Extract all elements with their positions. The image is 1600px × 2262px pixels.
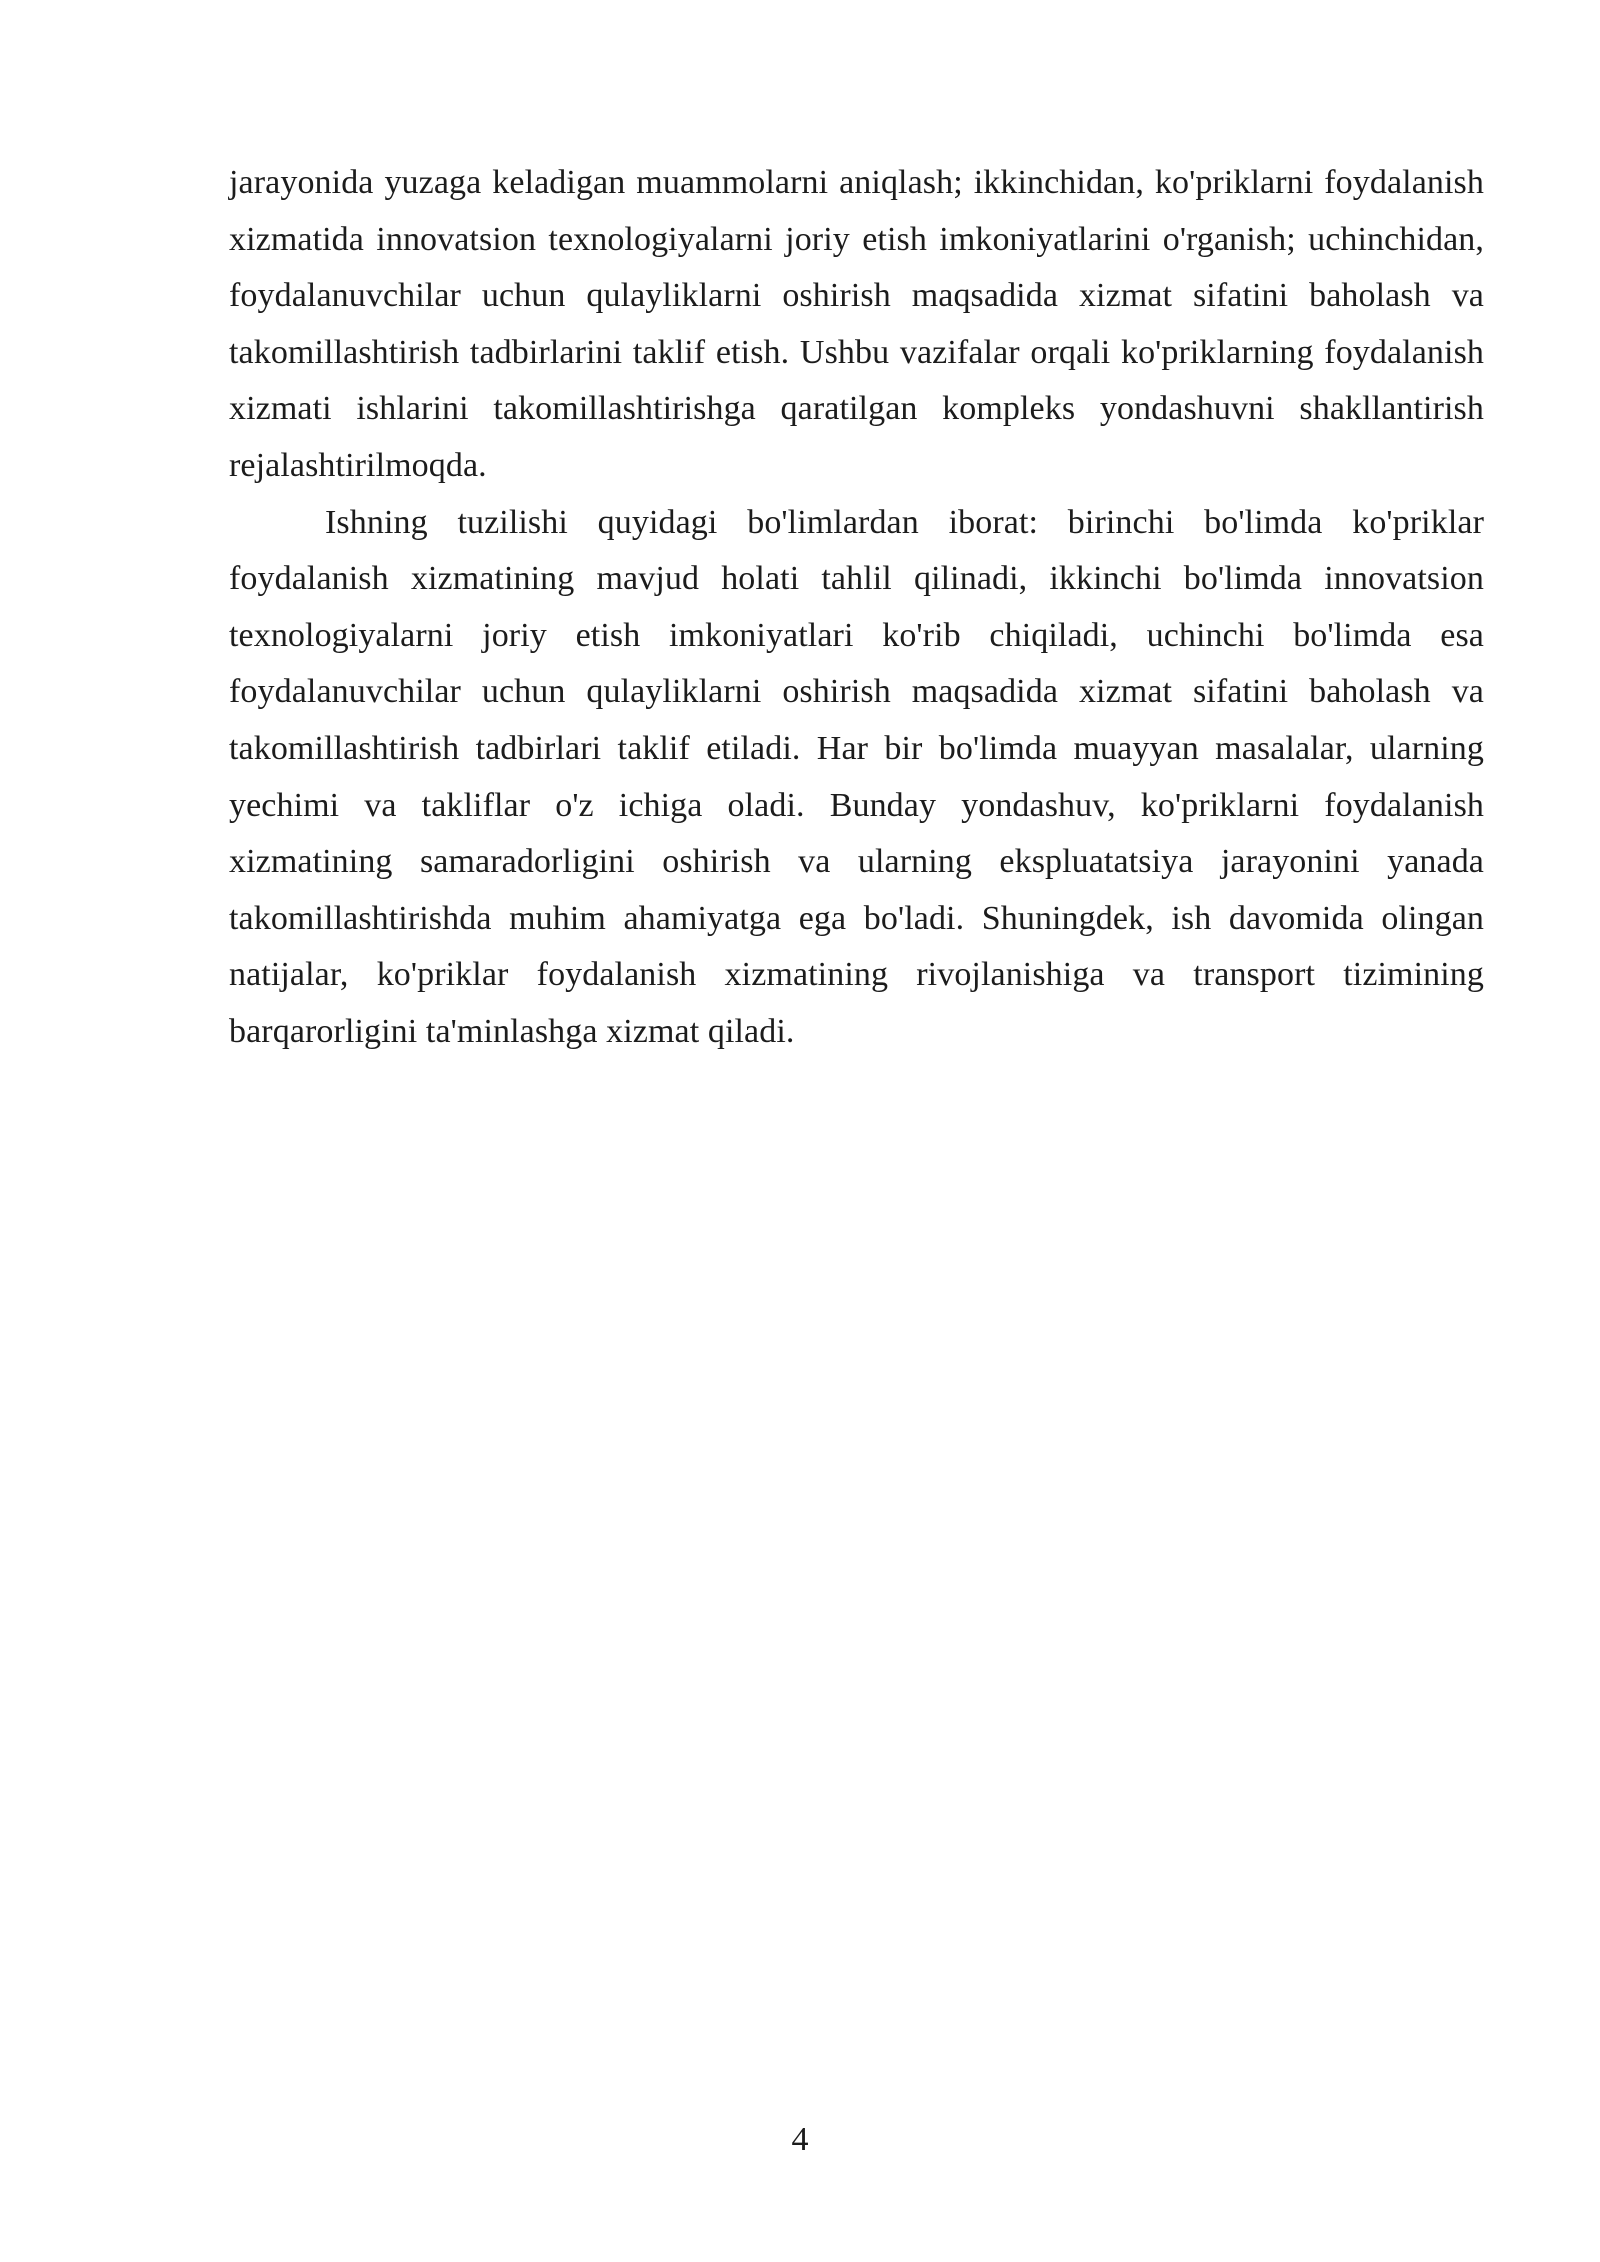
body-text (229, 155, 1484, 1061)
paragraph-structure: Ishning tuzilishi quyidagi bo'limlardan iborat: birinchi bo'limda ko'priklar foydalanish xizmatining mavjud holati tahlil qilinadi, ikkinchi bo'limda innovatsion texnologiyalarni joriy etish imkoniyatlari ko'rib chiqiladi, uchinchi bo'limda esa foydalanuvchilar uchun qulayliklarni oshirish maqsadida xizmat sifatini baholash va takomillashtirish tadbirlari taklif etiladi. Har bir bo'limda muayyan masalalar, ularning yechimi va takliflar o'z ichiga oladi. Bunday yondashuv, ko'priklarni foydalanish xizmatining samaradorligini oshirish va ularning ekspluatatsiya jarayonini yanada takomillashtirishda muhim ahamiyatga ega bo'ladi. Shuningdek, ish davomida olingan natijalar, ko'priklar foydalanish xizmatining rivojlanishiga va transport tizimining barqarorligini ta'minlashga xizmat qiladi. (229, 503, 1484, 1050)
paragraph-continuation: jarayonida yuzaga keladigan muammolarni aniqlash; ikkinchidan, ko'priklarni foydalanish xizmatida innovatsion texnologiyalarni joriy etish imkoniyatlarini o'rganish; uchinchidan, foydalanuvchilar uchun qulayliklarni oshirish maqsadida xizmat sifatini baholash va takomillashtirish tadbirlarini taklif etish. Ushbu vazifalar orqali ko'priklarning foydalanish xizmati ishlarini takomillashtirishga qaratilgan kompleks yondashuvni shakllantirish rejalashtirilmoqda. (229, 164, 1484, 484)
page-number: 4 (791, 2121, 809, 2158)
